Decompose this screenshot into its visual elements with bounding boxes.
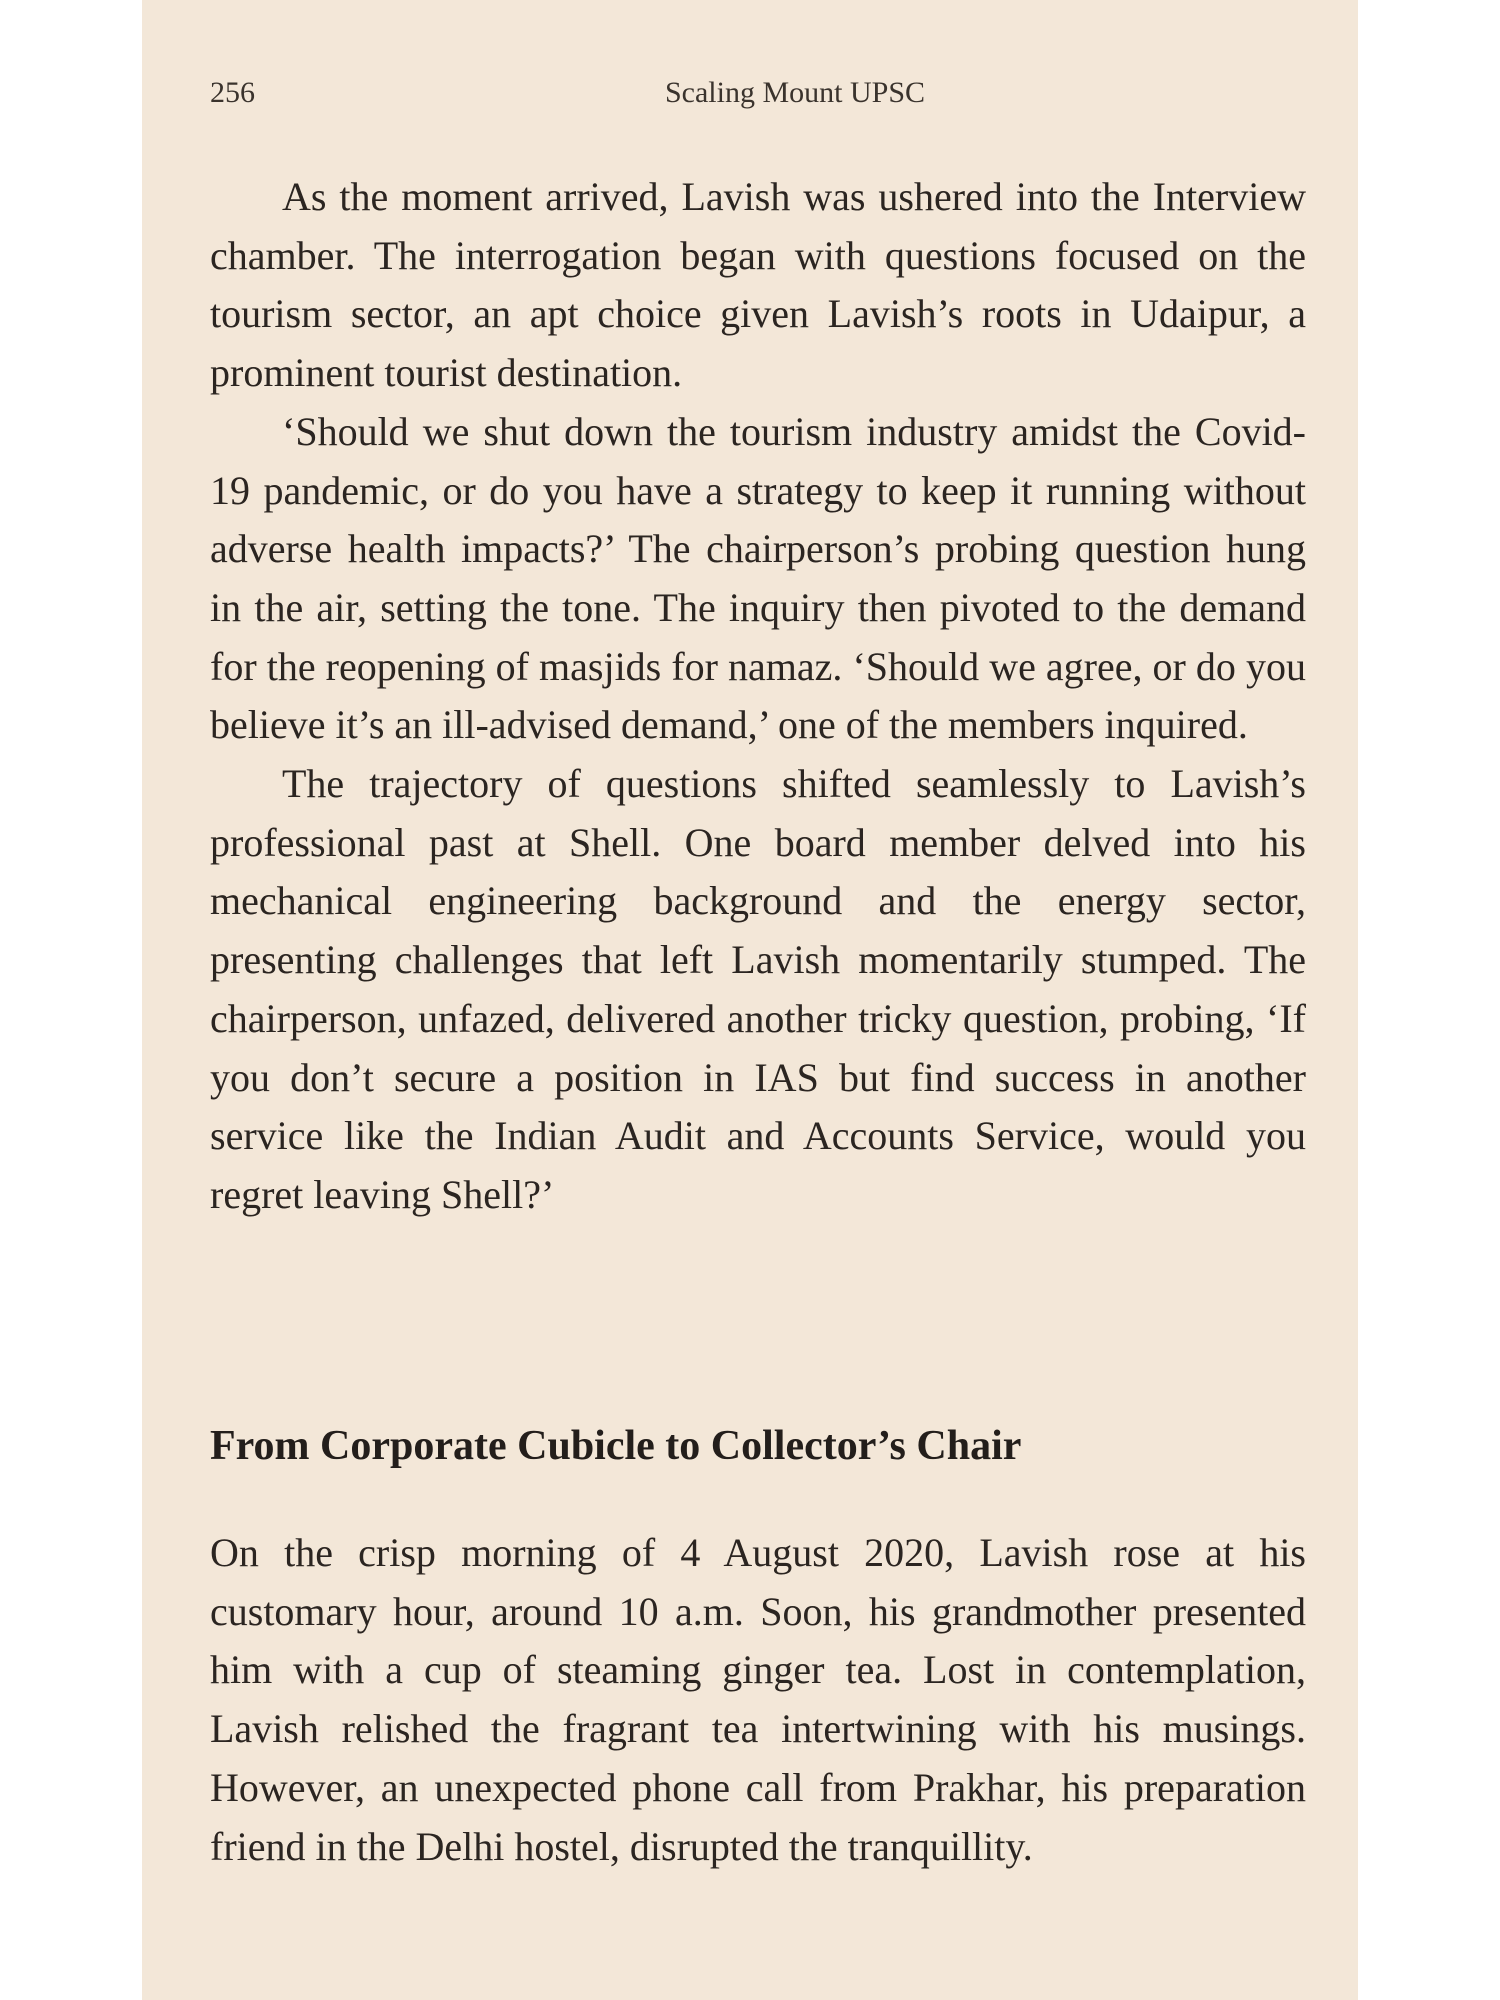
paragraph: On the crisp morning of 4 August 2020, Lavish rose at his customary hour, around 10 a.m. Soon, his grandmother presented him with a cup of steaming ginger tea. Lost in contemplation, Lavish relished the fragrant tea intertwining with his musings. However, an unexpected phone call from Prakhar, his preparation friend in the Delhi hostel, disrupted the tranquillity. xyxy=(210,1530,1306,1869)
running-title: Scaling Mount UPSC xyxy=(664,76,926,109)
paragraph: As the moment arrived, Lavish was ushered into the Interview chamber. The interrogation began with questions focused on the tourism sector, an apt choice given Lavish’s roots in Udaipur, a prominent tourist destination. xyxy=(210,174,1306,396)
body-text xyxy=(210,168,1306,1225)
page-number: 256 xyxy=(210,76,255,109)
section-body-text xyxy=(210,1524,1306,1876)
paragraph: The trajectory of questions shifted seamlessly to Lavish’s professional past at Shell. One board member delved into his mechanical engineering background and the energy sector, presenting challenges that left Lavish momentarily stumped. The chairperson, unfazed, delivered another tricky question, probing, ‘If you don’t secure a position in IAS but find success in another service like the Indian Audit and Accounts Service, would you regret leaving Shell?’ xyxy=(210,761,1306,1217)
section-heading: From Corporate Cubicle to Collector’s Chair xyxy=(210,1423,1022,1469)
paragraph: ‘Should we shut down the tourism industry amidst the Covid-19 pandemic, or do you have a strategy to keep it running without adverse health impacts?’ The chairperson’s probing question hung in the air, setting the tone. The inquiry then pivoted to the demand for the reopening of masjids for namaz. ‘Should we agree, or do you believe it’s an ill-advised demand,’ one of the members inquired. xyxy=(210,408,1306,748)
page-header xyxy=(210,76,1290,126)
book-page xyxy=(142,0,1358,2000)
